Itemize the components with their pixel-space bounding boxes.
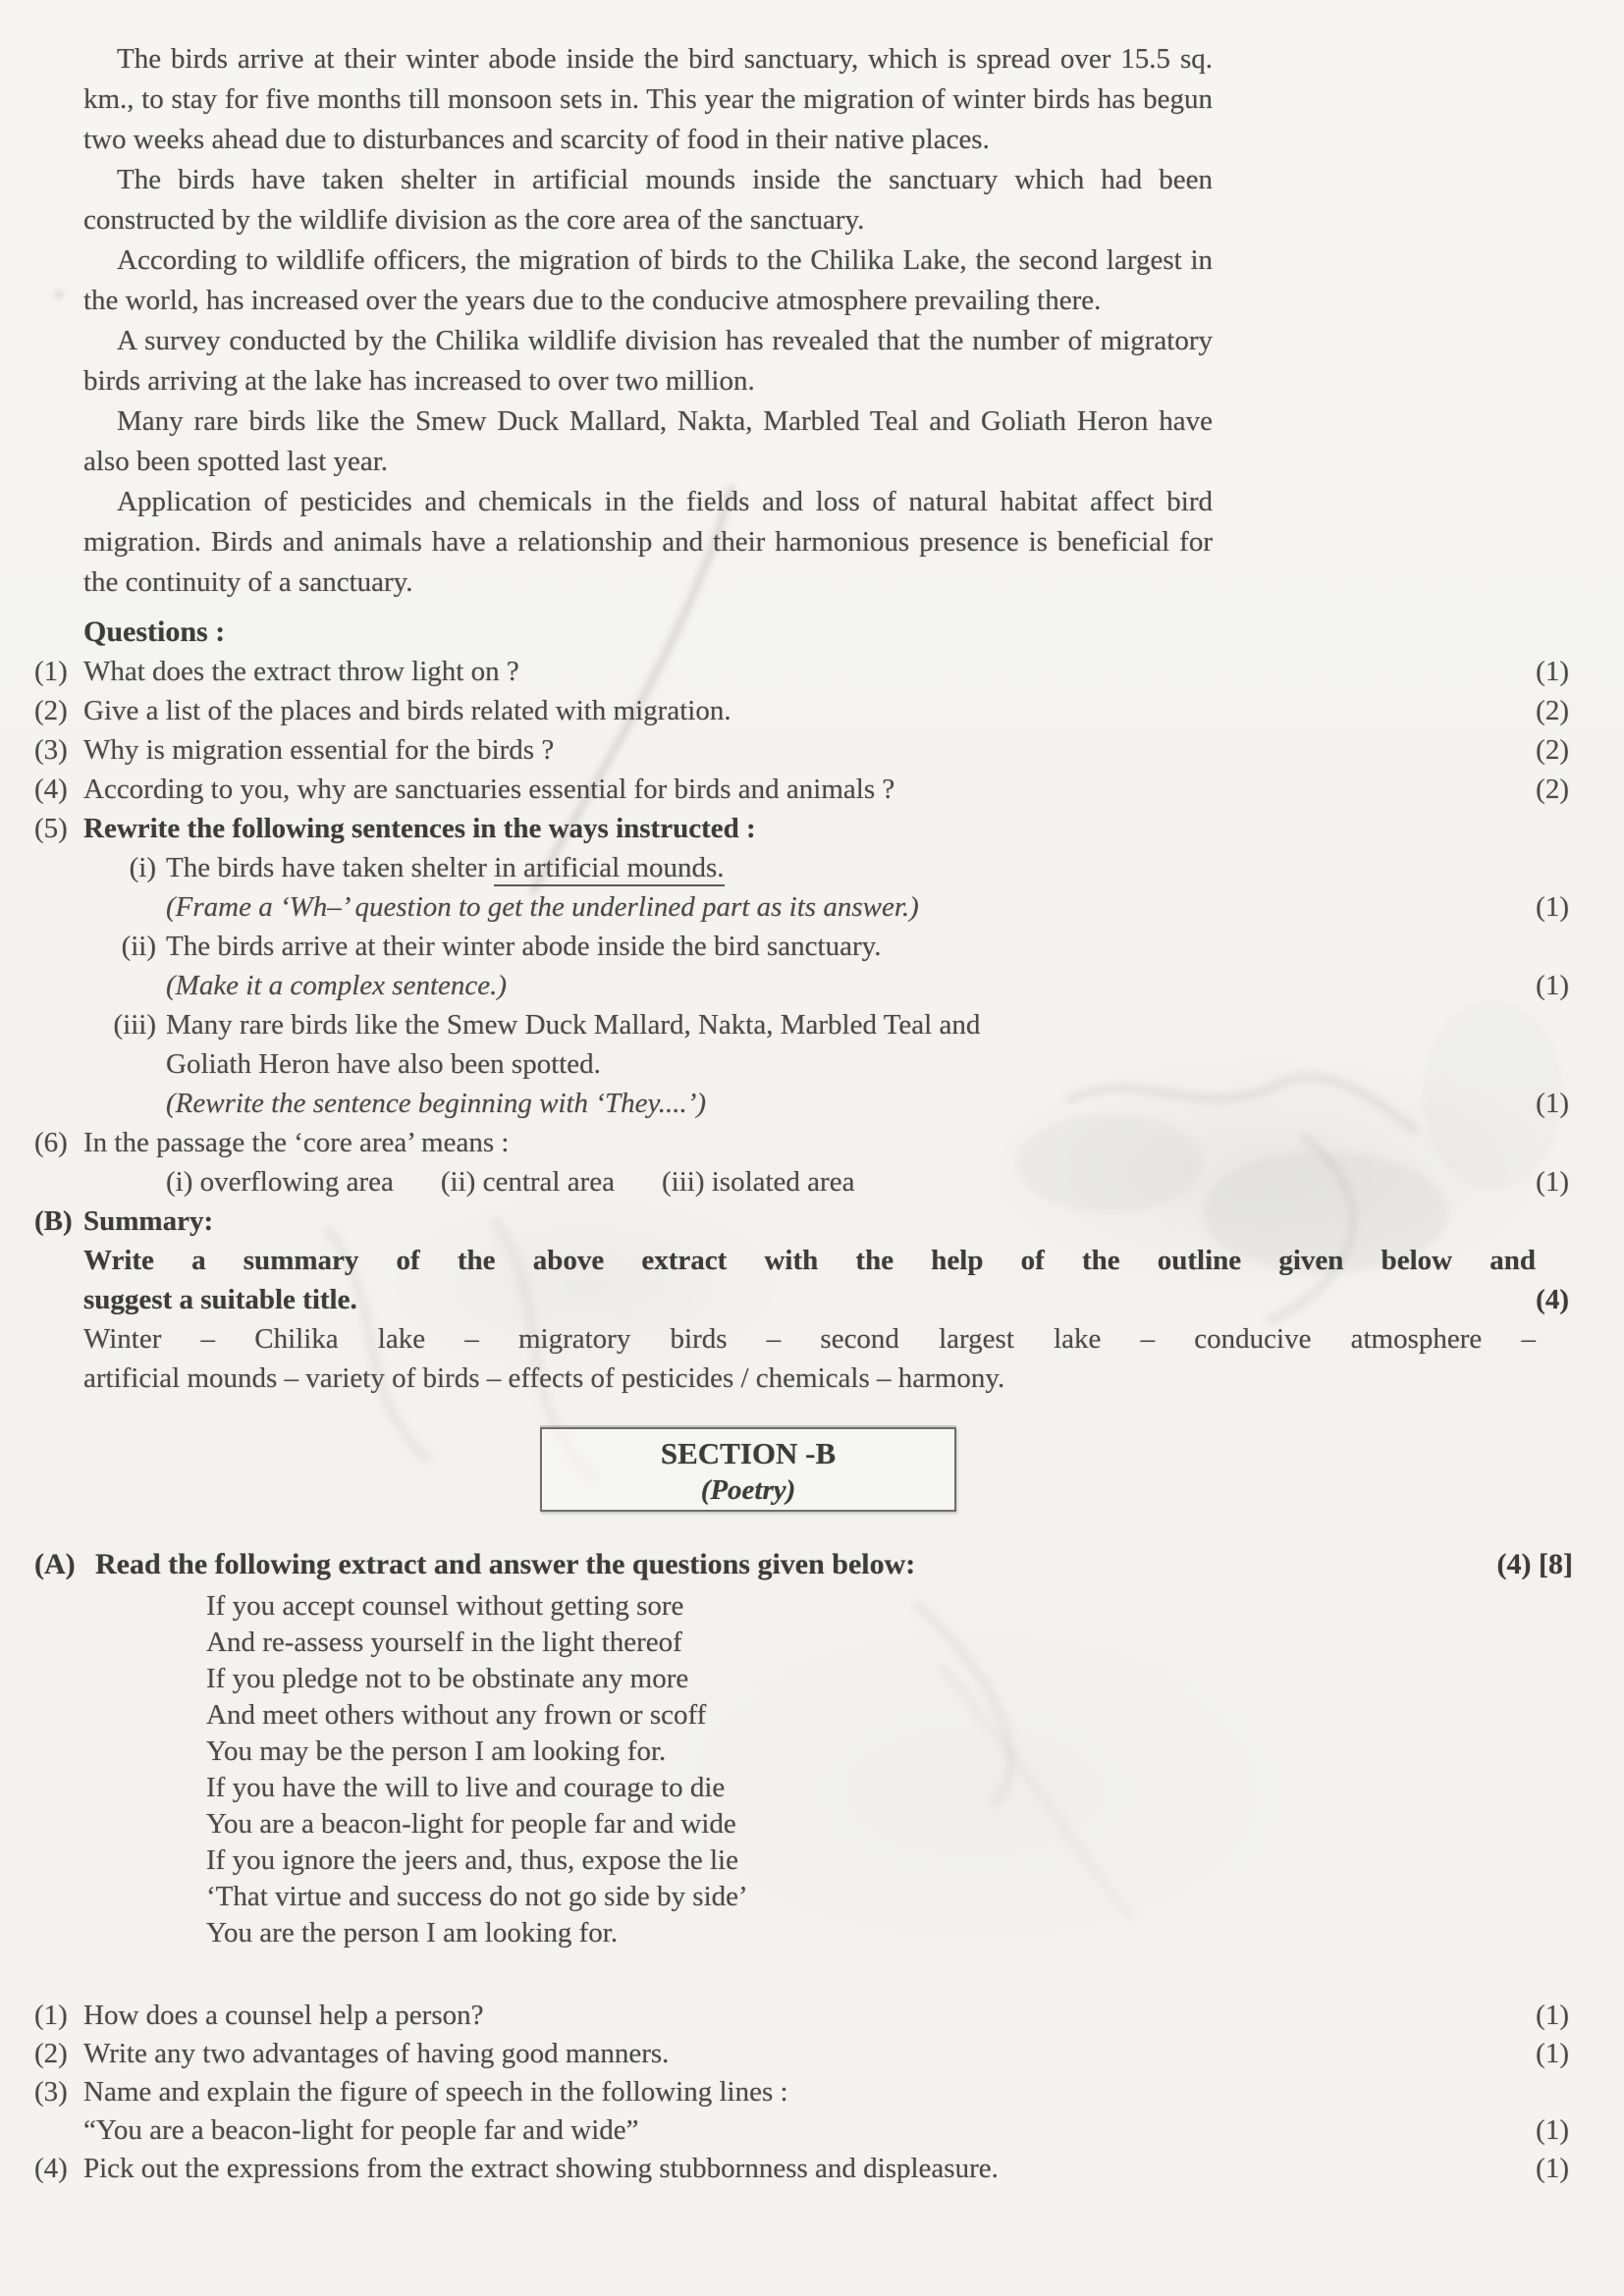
subquestion-row <box>34 927 1575 966</box>
passage-paragraph: A survey conducted by the Chilika wildlife division has revealed that the number of migratory birds arriving at the lake has increased to over two million. <box>83 325 1213 397</box>
poem-line: You are the person I am looking for. <box>206 1917 619 1949</box>
spacer <box>34 1359 83 1398</box>
spacer <box>34 966 105 1005</box>
marks-value <box>1490 848 1575 887</box>
subquestion-number: (iii) <box>113 1009 156 1041</box>
summary-number: (B) <box>34 1205 73 1237</box>
spacer <box>34 887 105 927</box>
question-number: (4) <box>34 2153 68 2184</box>
poem-extract <box>206 1588 1575 1951</box>
summary-instruction-line1: Write a summary of the above extract with the help of the outline given below and <box>83 1245 1536 1276</box>
summary-heading-row <box>34 1201 1575 1241</box>
spacer <box>34 1162 105 1201</box>
poem-line: And re-assess yourself in the light thereof <box>206 1627 682 1658</box>
subquestion-row <box>34 848 1575 887</box>
subquestion-row <box>34 1005 1575 1084</box>
passage-paragraph: The birds have taken shelter in artificial mounds inside the sanctuary which had been constructed by the wildlife division as the core area of the sanctuary. <box>83 164 1213 236</box>
question-number: (6) <box>34 1127 68 1158</box>
marks-value: (1) <box>1536 1166 1569 1198</box>
option-item: (iii) isolated area <box>661 1166 855 1198</box>
question-text: Give a list of the places and birds related with migration. <box>83 695 731 726</box>
question-text: In the passage the ‘core area’ means : <box>83 1127 510 1158</box>
marks-value: (1) <box>1536 891 1569 923</box>
subquestion-text: Many rare birds like the Smew Duck Mallard, Nakta, Marbled Teal and Goliath Heron have also been spotted. <box>166 1009 981 1080</box>
question-row <box>34 652 1575 691</box>
marks-value: (1) <box>1536 2038 1569 2069</box>
question-row <box>34 1997 1575 2035</box>
question-text: Why is migration essential for the birds ? <box>83 734 555 766</box>
instruction-row <box>34 887 1575 927</box>
section-b-subtitle: (Poetry) <box>700 1474 796 1506</box>
spacer <box>105 1084 166 1123</box>
instruction-text: (Make it a complex sentence.) <box>166 970 508 1001</box>
spacer <box>34 1280 83 1319</box>
question-text: Pick out the expressions from the extract showing stubbornness and displeasure. <box>83 2153 999 2184</box>
passage-paragraph: According to wildlife officers, the migration of birds to the Chilika Lake, the second largest in the world, has increased over the years due to the conducive atmosphere prevailing there. <box>83 244 1213 316</box>
poem-line: You may be the person I am looking for. <box>206 1735 667 1767</box>
marks-value: (1) <box>1536 2114 1569 2146</box>
marks-value: (2) <box>1536 774 1569 805</box>
instruction-row <box>34 1084 1575 1123</box>
subquestion-number: (ii) <box>121 931 156 962</box>
marks-value: (2) <box>1536 734 1569 766</box>
marks-value: (1) <box>1536 656 1569 687</box>
passage-paragraph: The birds arrive at their winter abode inside the bird sanctuary, which is spread over 15.5 sq. km., to stay for five months till monsoon sets in. This year the migration of winter birds has begun two weeks ahead due to disturbances and scarcity of food in their native places. <box>83 43 1213 155</box>
marks-value: (4) <box>1536 1284 1569 1315</box>
question-row-6 <box>34 1123 1575 1162</box>
passage-paragraph: Application of pesticides and chemicals in the fields and loss of natural habitat affect bird migration. Birds and animals have a relationship and their harmonious presence is beneficial for the continuity of a sanctuary. <box>83 486 1213 598</box>
poem-line: You are a beacon-light for people far and wide <box>206 1808 736 1840</box>
marks-value: (4) [8] <box>1496 1548 1573 1580</box>
question-text: Rewrite the following sentences in the ways instructed : <box>83 813 756 844</box>
marks-value: (1) <box>1536 970 1569 1001</box>
question-row-5 <box>34 809 1575 848</box>
question-number: (3) <box>34 734 68 766</box>
poem-line: And meet others without any frown or scoff <box>206 1699 707 1731</box>
question-text: Write any two advantages of having good manners. <box>83 2038 670 2069</box>
question-number: (5) <box>34 813 68 844</box>
marks-value: (1) <box>1536 2000 1569 2031</box>
option-item: (ii) central area <box>440 1166 615 1198</box>
spacer <box>34 927 105 966</box>
section-b-intro-row <box>34 1545 1575 1584</box>
underlined-phrase: in artificial mounds. <box>494 852 724 886</box>
options-row <box>34 1162 1575 1201</box>
instruction-row <box>34 966 1575 1005</box>
question-text: According to you, why are sanctuaries essential for birds and animals ? <box>83 774 895 805</box>
section-b-questions <box>34 1997 1575 2188</box>
poem-line: If you have the will to live and courage to die <box>206 1772 726 1803</box>
summary-line <box>34 1280 1575 1319</box>
document-content <box>34 39 1575 2188</box>
spacer <box>1536 1319 1575 1359</box>
spacer <box>34 1005 105 1084</box>
summary-outline-line <box>34 1359 1575 1398</box>
option-item: (i) overflowing area <box>166 1166 394 1198</box>
section-b-title: SECTION -B <box>660 1436 837 1470</box>
spacer <box>34 1241 83 1280</box>
marks-value <box>1490 1201 1575 1241</box>
subquestion-text <box>166 848 1490 887</box>
marks-value <box>1490 927 1575 966</box>
spacer <box>34 1319 83 1359</box>
reading-passage <box>34 39 1575 603</box>
marks-value: (1) <box>1536 1088 1569 1119</box>
intro-text: Read the following extract and answer the questions given below: <box>95 1548 916 1580</box>
question-text: How does a counsel help a person? <box>83 2000 484 2031</box>
section-b-box <box>540 1427 956 1512</box>
subquestion-number: (i) <box>129 852 156 883</box>
question-number: (1) <box>34 2000 68 2031</box>
instruction-text: (Frame a ‘Wh–’ question to get the underlined part as its answer.) <box>166 891 919 923</box>
passage-paragraph: Many rare birds like the Smew Duck Mallard, Nakta, Marbled Teal and Goliath Heron have also been spotted last year. <box>83 405 1213 477</box>
spacer <box>34 1084 105 1123</box>
question-row <box>34 691 1575 730</box>
question-row <box>34 2035 1575 2073</box>
poem-line: If you ignore the jeers and, thus, expose the lie <box>206 1844 738 1876</box>
question-row <box>34 2073 1575 2111</box>
question-row <box>34 770 1575 809</box>
question-number: (3) <box>34 2076 68 2108</box>
summary-instruction-line2: suggest a suitable title. <box>83 1284 357 1315</box>
summary-line <box>34 1241 1575 1280</box>
outline-line1: Winter – Chilika lake – migratory birds – second largest lake – conducive atmosphere – <box>83 1323 1536 1355</box>
marks-value <box>1490 2073 1575 2111</box>
question-number: (4) <box>34 774 68 805</box>
marks-value <box>1490 809 1575 848</box>
spacer <box>105 1162 166 1201</box>
text-before-underline: The birds have taken shelter <box>166 852 495 883</box>
quoted-line-text: “You are a beacon-light for people far and wide” <box>83 2114 639 2146</box>
question-text: What does the extract throw light on ? <box>83 656 519 687</box>
spacer <box>34 2111 83 2150</box>
option-list <box>166 1162 1490 1201</box>
marks-value: (2) <box>1536 695 1569 726</box>
spacer <box>1536 1241 1575 1280</box>
poem-line: ‘That virtue and success do not go side by side’ <box>206 1881 748 1912</box>
spacer <box>105 966 166 1005</box>
question-number: (2) <box>34 695 68 726</box>
instruction-text: (Rewrite the sentence beginning with ‘They....’) <box>166 1088 707 1119</box>
summary-label: Summary: <box>83 1205 214 1237</box>
intro-number: (A) <box>34 1548 76 1580</box>
question-text: Name and explain the figure of speech in the following lines : <box>83 2076 788 2108</box>
summary-outline-line <box>34 1319 1575 1359</box>
spacer <box>34 848 105 887</box>
subquestion-text: The birds arrive at their winter abode inside the bird sanctuary. <box>166 931 882 962</box>
question-number: (1) <box>34 656 68 687</box>
question-number: (2) <box>34 2038 68 2069</box>
marks-value <box>1490 1005 1575 1084</box>
spacer <box>105 887 166 927</box>
question-row <box>34 730 1575 770</box>
questions-heading: Questions : <box>83 615 226 648</box>
poem-line: If you pledge not to be obstinate any more <box>206 1663 689 1694</box>
marks-value <box>1490 1123 1575 1162</box>
quoted-line-row <box>34 2111 1575 2150</box>
question-row <box>34 2150 1575 2188</box>
spacer <box>1536 1359 1575 1398</box>
marks-value: (1) <box>1536 2153 1569 2184</box>
outline-line2: artificial mounds – variety of birds – effects of pesticides / chemicals – harmony. <box>83 1362 1005 1394</box>
poem-line: If you accept counsel without getting sore <box>206 1590 684 1622</box>
